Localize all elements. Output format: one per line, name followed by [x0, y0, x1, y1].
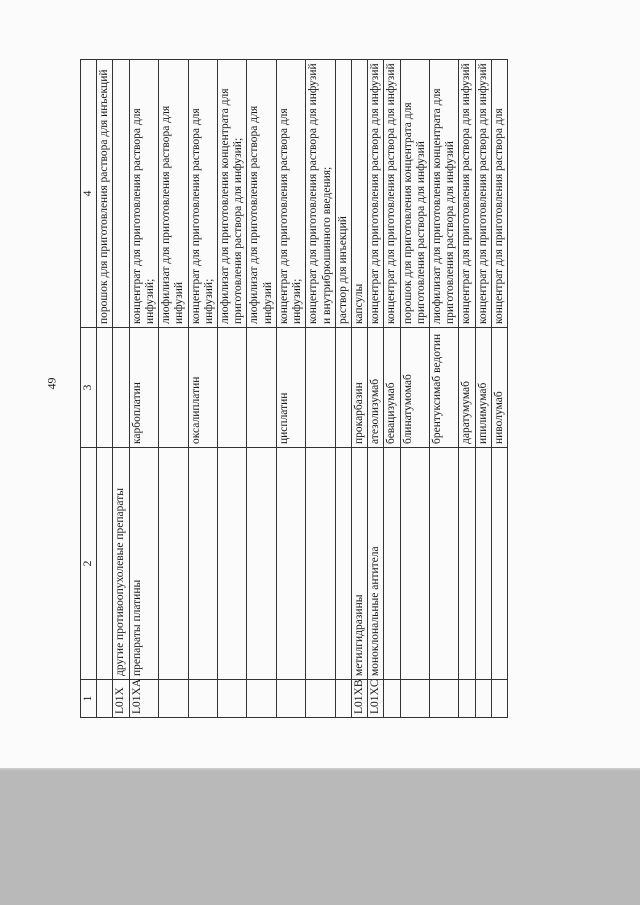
cell-group [188, 448, 217, 680]
cell-code [97, 680, 113, 718]
cell-group [384, 448, 400, 680]
table-row [306, 60, 335, 718]
cell-group [335, 448, 351, 680]
cell-code [188, 680, 217, 718]
cell-group [475, 448, 491, 680]
table-row [384, 60, 400, 718]
cell-code [335, 680, 351, 718]
header-cell: 2 [81, 448, 97, 680]
cell-form: концентрат для приготовления раствора для [491, 60, 507, 328]
cell-drug: брентуксимаб ведотин [430, 328, 459, 448]
cell-group [430, 448, 459, 680]
cell-drug [335, 328, 351, 448]
table-row [459, 60, 475, 718]
cell-form: лиофилизат для приготовления концентрата для приготовления раствора для инфузий [430, 60, 459, 328]
cell-code [430, 680, 459, 718]
cell-form: порошок для приготовления раствора для инъекций [97, 60, 113, 328]
cell-code [459, 680, 475, 718]
table-row [159, 60, 188, 718]
cell-drug: ипилимумаб [475, 328, 491, 448]
cell-drug [306, 328, 335, 448]
rotated-table-wrapper [80, 60, 620, 718]
table-row [491, 60, 507, 718]
cell-drug: карбоплатин [129, 328, 158, 448]
table-row [430, 60, 459, 718]
cell-code [491, 680, 507, 718]
cell-group [306, 448, 335, 680]
cell-drug [159, 328, 188, 448]
cell-code: L01XB [351, 680, 367, 718]
cell-group [459, 448, 475, 680]
table-row [400, 60, 429, 718]
table-row [97, 60, 113, 718]
cell-group [159, 448, 188, 680]
cell-group: препараты платины [129, 448, 158, 680]
cell-form: лиофилизат для приготовления раствора для инфузий [159, 60, 188, 328]
cell-group: моноклональные антитела [368, 448, 384, 680]
cell-group [247, 448, 276, 680]
cell-code [276, 680, 305, 718]
cell-form: капсулы [351, 60, 367, 328]
cell-form: концентрат для приготовления раствора для инфузий [475, 60, 491, 328]
cell-code [159, 680, 188, 718]
cell-code: L01XC [368, 680, 384, 718]
table-row [217, 60, 246, 718]
table-row [188, 60, 217, 718]
cell-group [276, 448, 305, 680]
table-row [113, 60, 129, 718]
header-cell: 4 [81, 60, 97, 328]
cell-drug [97, 328, 113, 448]
cell-form: концентрат для приготовления раствора для инфузий [368, 60, 384, 328]
cell-form: концентрат для приготовления раствора для инфузий и внутрибрюшинного введения; [306, 60, 335, 328]
page-number: 49 [44, 377, 59, 390]
cell-form: концентрат для приготовления раствора для инфузий; [276, 60, 305, 328]
cell-form: концентрат для приготовления раствора для инфузий [459, 60, 475, 328]
cell-drug [113, 328, 129, 448]
cell-code: L01XA [129, 680, 158, 718]
cell-form: концентрат для приготовления раствора для инфузий; [129, 60, 158, 328]
cell-group: метилгидразины [351, 448, 367, 680]
cell-code [400, 680, 429, 718]
cell-group [400, 448, 429, 680]
cell-group [491, 448, 507, 680]
cell-form: концентрат для приготовления раствора для инфузий [384, 60, 400, 328]
table-row [276, 60, 305, 718]
table-row [368, 60, 384, 718]
cell-code [475, 680, 491, 718]
cell-form [113, 60, 129, 328]
cell-drug: бевацизумаб [384, 328, 400, 448]
cell-form: лиофилизат для приготовления раствора для инфузий [247, 60, 276, 328]
cell-form: порошок для приготовления концентрата для приготовления раствора для инфузий [400, 60, 429, 328]
cell-drug [217, 328, 246, 448]
cell-drug: прокарбазин [351, 328, 367, 448]
cell-form: лиофилизат для приготовления концентрата для приготовления раствора для инфузий; [217, 60, 246, 328]
cell-code: L01X [113, 680, 129, 718]
cell-group [217, 448, 246, 680]
cell-drug: даратумумаб [459, 328, 475, 448]
cell-group [97, 448, 113, 680]
scan-edge [0, 768, 640, 771]
cell-drug: оксалиплатин [188, 328, 217, 448]
table-row [351, 60, 367, 718]
cell-form: раствор для инъекций [335, 60, 351, 328]
header-row [81, 60, 97, 718]
header-cell: 1 [81, 680, 97, 718]
cell-drug [247, 328, 276, 448]
cell-code [306, 680, 335, 718]
cell-code [384, 680, 400, 718]
drug-table [80, 59, 508, 718]
cell-group: другие противоопухолевые препараты [113, 448, 129, 680]
table-row [335, 60, 351, 718]
cell-drug: блинатумомаб [400, 328, 429, 448]
table-body [97, 60, 508, 718]
cell-drug: ниволумаб [491, 328, 507, 448]
cell-drug: цисплатин [276, 328, 305, 448]
cell-drug: атезолизумаб [368, 328, 384, 448]
table-row [129, 60, 158, 718]
table-row [247, 60, 276, 718]
header-cell: 3 [81, 328, 97, 448]
cell-code [247, 680, 276, 718]
table-row [475, 60, 491, 718]
cell-form: концентрат для приготовления раствора для инфузий; [188, 60, 217, 328]
cell-code [217, 680, 246, 718]
